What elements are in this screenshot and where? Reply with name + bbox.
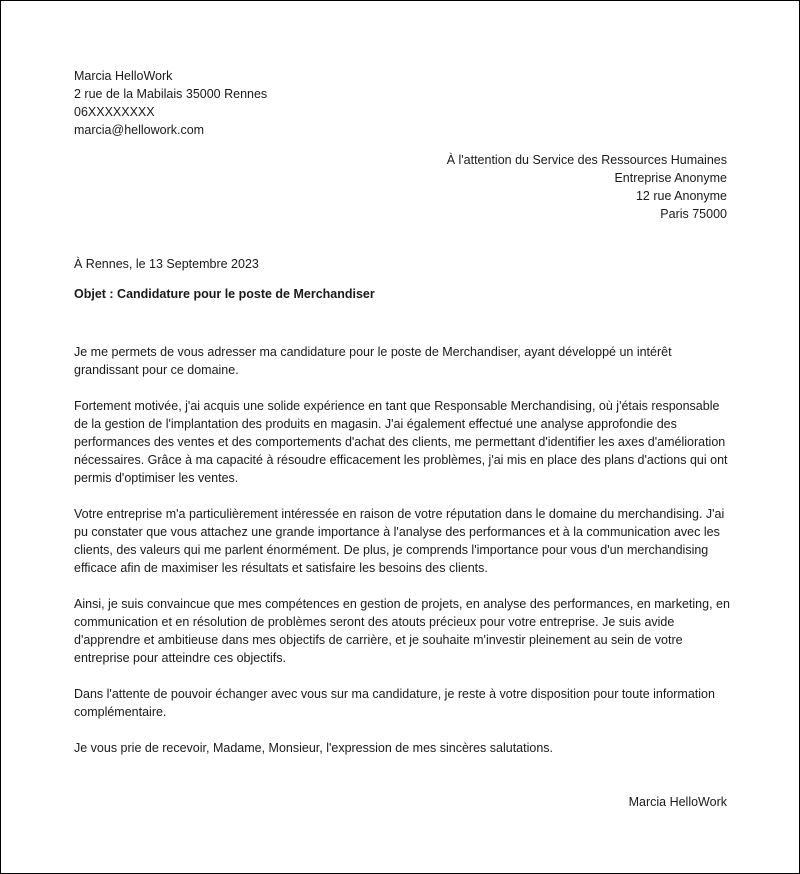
body-paragraph: Dans l'attente de pouvoir échanger avec vous sur ma candidature, je reste à votre disposition pour toute information complémentaire. — [74, 687, 715, 719]
place-and-date: À Rennes, le 13 Septembre 2023 — [74, 257, 259, 271]
sender-email: marcia@hellowork.com — [74, 123, 205, 137]
signature: Marcia HelloWork — [628, 795, 727, 809]
sender-name: Marcia HelloWork — [74, 69, 173, 83]
closing-salutation: Je vous prie de recevoir, Madame, Monsieur, l'expression de mes sincères salutations. — [74, 741, 554, 755]
recipient-company: Entreprise Anonyme — [614, 171, 727, 185]
recipient-attention: À l'attention du Service des Ressources Humaines — [446, 153, 727, 167]
letter-subject: Objet : Candidature pour le poste de Merchandiser — [74, 287, 375, 301]
sender-block — [74, 67, 267, 139]
recipient-block — [447, 151, 727, 223]
recipient-street: 12 rue Anonyme — [635, 189, 727, 203]
sender-phone: 06XXXXXXXX — [74, 105, 155, 119]
body-paragraph: Ainsi, je suis convaincue que mes compétences en gestion de projets, en analyse des performances, en marketing, en communication et en résolution de problèmes seront des atouts précieux pour votre entreprise. Je suis avide d'apprendre et ambitieuse dans mes objectifs de carrière, et je souhaite m'investir pleinement au sein de votre entreprise pour atteindre ces objectifs. — [74, 597, 730, 665]
recipient-city: Paris 75000 — [660, 207, 727, 221]
sender-address: 2 rue de la Mabilais 35000 Rennes — [74, 87, 268, 101]
body-paragraph: Fortement motivée, j'ai acquis une solide expérience en tant que Responsable Merchandising, où j'étais responsable de la gestion de l'implantation des produits en magasin. J'ai également effectué une analyse approfondie des performances des ventes et des comportements d'achat des clients, me permettant d'identifier les axes d'amélioration nécessaires. Grâce à ma capacité à résoudre efficacement les problèmes, j'ai mis en place des plans d'actions qui ont permis d'optimiser les ventes. — [74, 399, 728, 485]
body-paragraph: Je me permets de vous adresser ma candidature pour le poste de Merchandiser, ayant développé un intérêt grandissant pour ce domaine. — [74, 345, 672, 377]
letter-body — [74, 343, 734, 775]
body-paragraph: Votre entreprise m'a particulièrement intéressée en raison de votre réputation dans le domaine du merchandising. J'ai pu constater que vous attachez une grande importance à l'analyse des performances et à la communication avec les clients, des valeurs qui me parlent énormément. De plus, je comprends l'importance pour vous d'un merchandising efficace afin de maximiser les résultats et satisfaire les besoins des clients. — [74, 507, 725, 575]
